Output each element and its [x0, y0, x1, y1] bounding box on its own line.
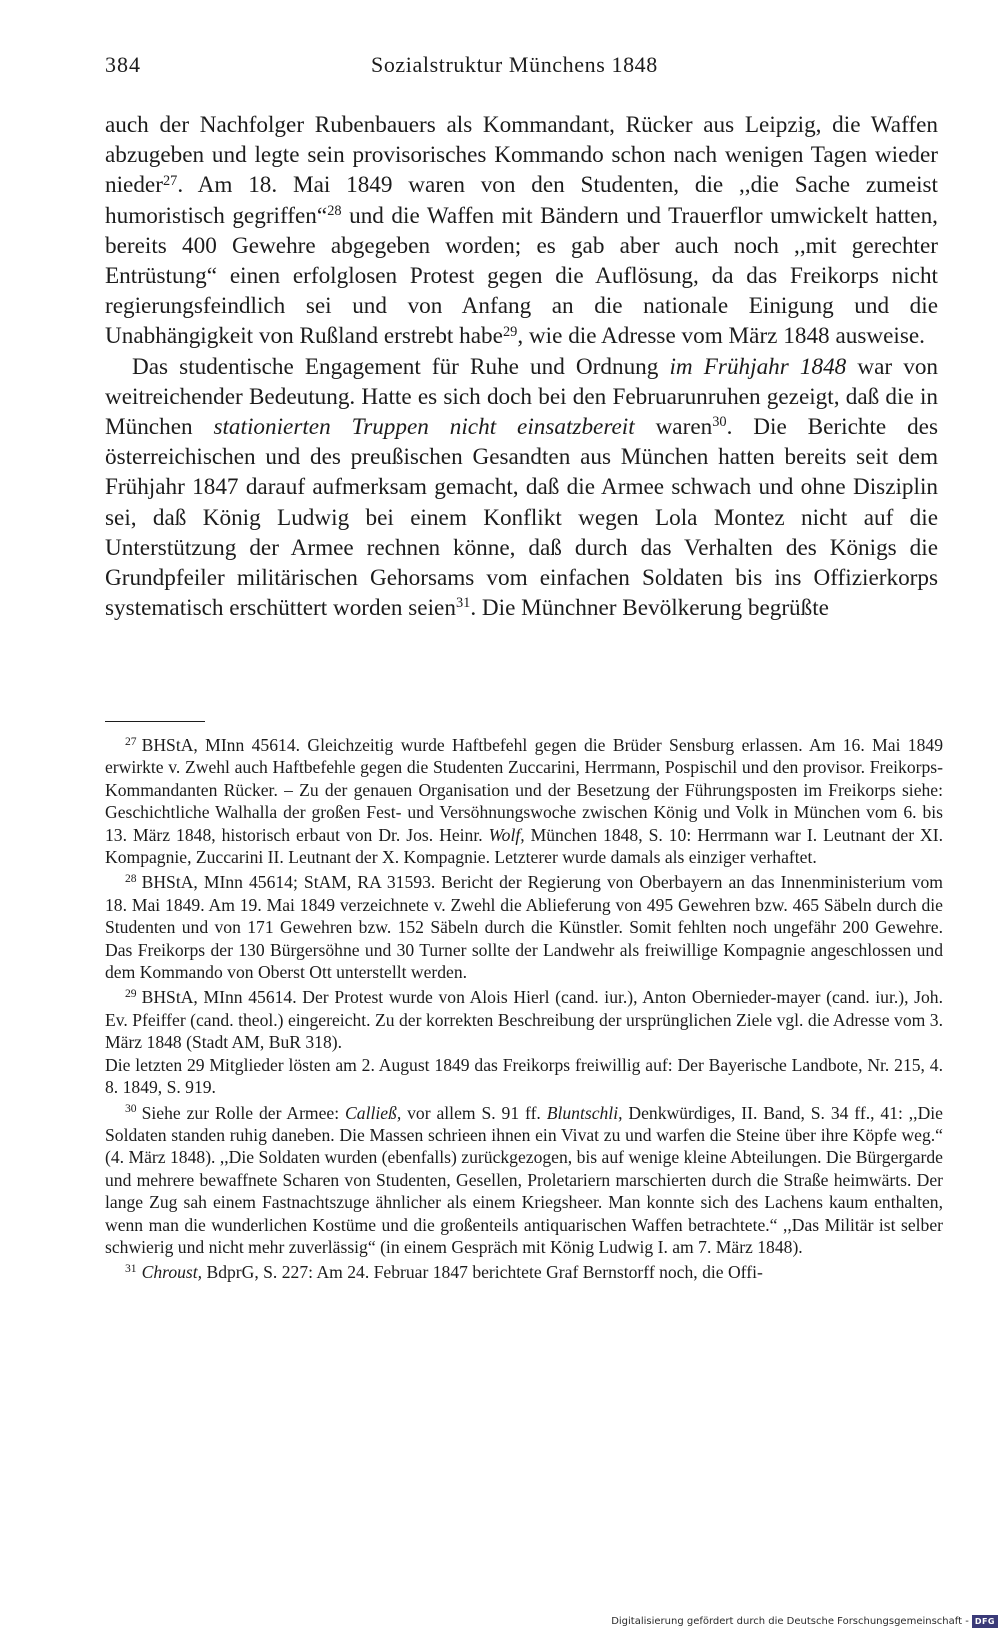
footnote-text: BdprG, S. 227: Am 24. Februar 1847 berichtete Graf Bernstorff noch, die Offi-	[202, 1262, 763, 1283]
text-span: und die Waffen mit Bändern und Trauerflor umwickelt hatten, bereits 400 Gewehre abgegeben worden; es gab aber auch noch ,,mit gerechter Entrüstung“ einen erfolglosen Protest gegen die Auflösung, da das Freikorps nicht regierungsfeindlich sei und von Anfang an die nationale Einigung und die Unabhängigkeit von Rußland erstrebt habe	[105, 202, 938, 350]
text-span: auch der Nachfolger Rubenbauers als Kommandant, Rücker aus Leipzig, die Waffen abzugeben und legte sein provisorisches Kommando schon nach wenigen Tagen wieder nieder	[105, 112, 938, 199]
footnote-number: 27	[125, 734, 137, 748]
footnote-29	[105, 986, 943, 1098]
footnote-text: BHStA, MInn 45614; StAM, RA 31593. Bericht der Regierung von Oberbayern an das Innenministerium vom 18. Mai 1849. Am 19. Mai 1849 verzeichnete v. Zwehl die Ablieferung von 495 Gewehren bzw. 465 Säbeln durch die Studenten und von 171 Gewehren bzw. 152 Säbeln durch die Künstler. Somit fehlten noch ungefähr 200 Gewehre. Das Freikorps der 130 Bürgersöhne und 30 Turner sollte der Landwehr als freiwillige Kompagnie angeschlossen und dem Kommando von Oberst Ott unterstellt werden.	[105, 872, 943, 983]
footnote-text: BHStA, MInn 45614. Gleichzeitig wurde Haftbefehl gegen die Brüder Sensburg erlassen. Am 16. Mai 1849 erwirkte v. Zwehl auch Haftbefehle gegen die Studenten Zuccarini, Herrmann, Pospischil und den provisor. Freikorps-Kommandanten Rücker. – Zu der genauen Organisation und der Besetzung der Führungsposten im Freikorps siehe: Geschichtliche Walhalla der großen Fest- und Versöhnungswoche zwischen König und Volk in München vom 6. bis 13. März 1848, historisch erbaut von Dr. Jos. Heinr.	[105, 735, 943, 845]
footnote-ref-31[interactable]: 31	[455, 595, 471, 612]
footnote-ref-28[interactable]: 28	[327, 202, 342, 219]
footnote-ref-27[interactable]: 27	[162, 172, 178, 189]
text-span: . Die Münchner Bevölkerung begrüßte	[470, 595, 829, 622]
emphasis: Wolf,	[488, 824, 525, 845]
footnote-ref-29[interactable]: 29	[502, 323, 518, 340]
emphasis: stationierten Truppen nicht einsatzbereit	[213, 414, 635, 441]
footnote-number: 28	[125, 872, 137, 886]
footnote-text: BHStA, MInn 45614. Der Protest wurde von Alois Hierl (cand. iur.), Anton Obernieder-mayer (cand. iur.), Joh. Ev. Pfeiffer (cand. theol.) eingereicht. Zu der korrekten Beschreibung der ursprünglichen Ziele vgl. die Adresse vom 3. März 1848 (Stadt AM, BuR 318).	[105, 987, 943, 1053]
text-span: Das studentische Engagement für Ruhe und Ordnung	[132, 353, 670, 380]
dfg-logo: DFG	[972, 1615, 998, 1628]
footnote-text: München 1848, S. 10: Herrmann war I. Leutnant der XI. Kompagnie, Zuccarini II. Leutnant der X. Kompagnie. Letzterer wurde damals als einziger verhaftet.	[105, 824, 943, 868]
footnote-27	[105, 734, 943, 868]
emphasis: Bluntschli,	[546, 1102, 623, 1123]
running-title: Sozialstruktur Münchens 1848	[371, 52, 658, 77]
digitization-footer	[611, 1614, 998, 1628]
footnote-text: vor allem S. 91 ff.	[401, 1102, 547, 1123]
text-span: war von weitreichender Bedeutung. Hatte es sich doch bei den Februarunruhen gezeigt, daß die in München	[105, 353, 939, 441]
paragraph-1	[105, 110, 938, 352]
paragraph-2	[105, 352, 938, 624]
footnote-30	[105, 1102, 943, 1259]
footnote-divider	[105, 721, 205, 722]
emphasis: im Frühjahr 1848	[669, 353, 847, 380]
text-span: . Am 18. Mai 1849 waren von den Studenten, die ,,die Sache zumeist humoristisch gegriffen“	[105, 172, 938, 229]
footnote-text: Siehe zur Rolle der Armee:	[141, 1102, 346, 1123]
footnote-text: Die letzten 29 Mitglieder lösten am 2. August 1849 das Freikorps freiwillig auf: Der Bayerische Landbote, Nr. 215, 4. 8. 1849, S. 919.	[105, 1054, 943, 1098]
footnote-31	[105, 1261, 943, 1283]
page-number: 384	[105, 52, 141, 77]
text-span: waren	[634, 414, 713, 441]
footnote-number: 29	[125, 987, 137, 1001]
text-span: . Die Berichte des österreichischen und des preußischen Gesandten aus München hatten bereits seit dem Frühjahr 1847 darauf aufmerksam gemacht, daß die Armee schwach und ohne Disziplin sei, daß König Ludwig bei einem Konflikt wegen Lola Montez nicht auf die Unterstützung der Armee rechnen könne, daß durch das Verhalten des Königs die Grundpfeiler militärischen Gehorsams vom einfachen Soldaten bis ins Offizierkorps systematisch erschüttert worden seien	[105, 414, 938, 622]
main-text	[105, 110, 938, 623]
emphasis: Calließ,	[345, 1102, 402, 1123]
footnote-number: 31	[125, 1261, 137, 1275]
footnotes	[105, 734, 943, 1287]
text-span: , wie die Adresse vom März 1848 ausweise.	[517, 323, 925, 350]
emphasis: Chroust,	[141, 1262, 203, 1283]
footnote-text: Denkwürdiges, II. Band, S. 34 ff., 41: ,,Die Soldaten standen ruhig daneben. Die Massen schrieen ihnen ein Vivat zu und warfen die Steine über ihre Köpfe weg.“ (4. März 1848). ,,Die Soldaten wurden (ebenfalls) zurückgezogen, bis auf wenige kleine Abteilungen. Die Bürgergarde und mehrere bewaffnete Scharen von Studenten, Gesellen, Proletariern marschierten durch die Straße heimwärts. Der lange Zug sah einem Fastnachtszuge ähnlicher als einem Kriegsheer. Man konnte sich des Lachens kaum enthalten, wenn man die wunderlichen Kostüme und die großenteils antiquarischen Waffen betrachtete.“ ,,Das Militär ist selber schwierig und nicht mehr zuverlässig“ (in einem Gespräch mit König Ludwig I. am 7. März 1848).	[105, 1102, 943, 1257]
footnote-ref-30[interactable]: 30	[712, 414, 727, 431]
footnote-number: 30	[125, 1102, 137, 1116]
footnote-28	[105, 871, 943, 983]
running-header	[105, 52, 938, 86]
funding-note: Digitalisierung gefördert durch die Deutsche Forschungsgemeinschaft -	[611, 1615, 969, 1627]
